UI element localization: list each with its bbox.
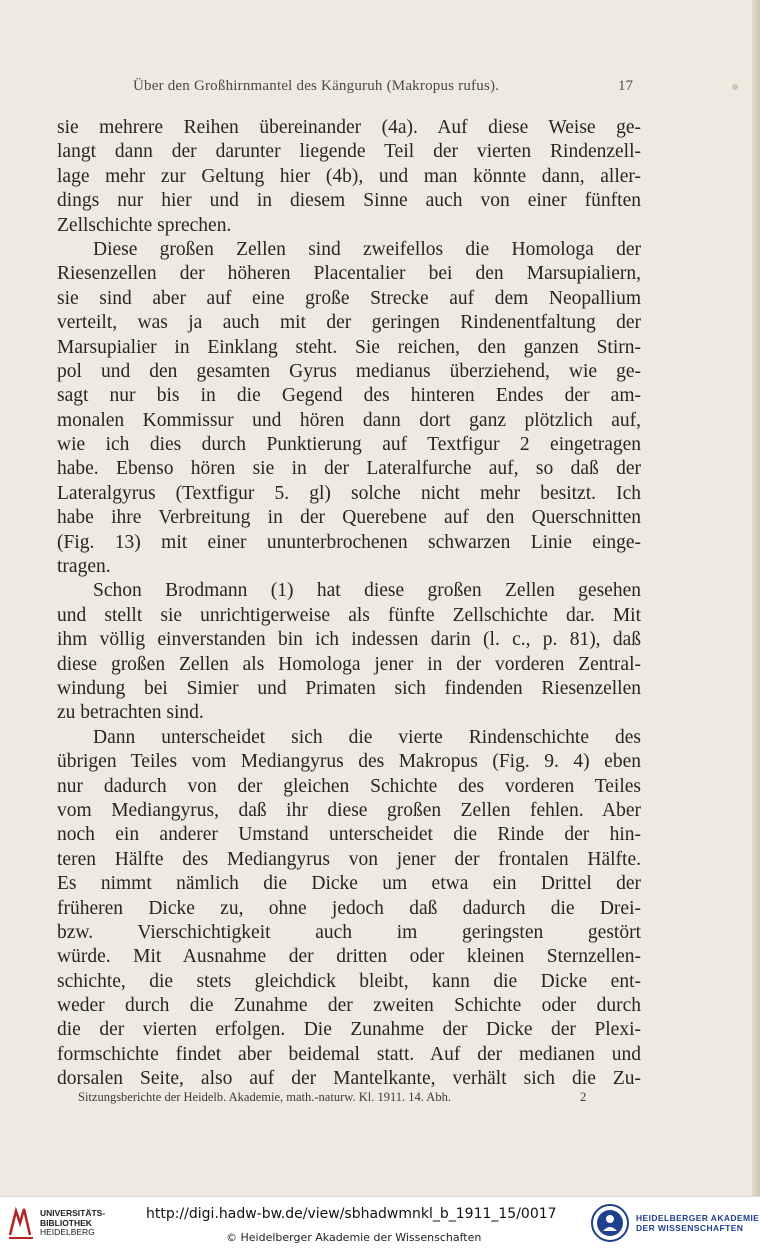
text-line: Es nimmt nämlich die Dicke um etwa ein Drittel der bbox=[57, 873, 641, 895]
text-line: Marsupialier in Einklang steht. Sie reichen, den ganzen Stirn- bbox=[57, 336, 641, 358]
text-line: sagt nur bis in die Gegend des hinteren Endes der am- bbox=[57, 385, 641, 407]
text-line: Zellschichte sprechen. bbox=[57, 214, 232, 236]
text-line: würde. Mit Ausnahme der dritten oder kleinen Sternzellen- bbox=[57, 946, 641, 968]
university-library-logo-icon bbox=[6, 1205, 36, 1241]
text-line: langt dann der darunter liegende Teil der vierten Rindenzell- bbox=[57, 141, 641, 163]
running-head-title: Über den Großhirnmantel des Känguruh (Makropus rufus). bbox=[133, 78, 500, 94]
text-line: sie sind aber auf eine große Strecke auf dem Neopallium bbox=[57, 287, 641, 309]
academy-seal-icon bbox=[590, 1203, 630, 1243]
text-line: noch ein anderer Umstand unterscheidet die Rinde der hin- bbox=[57, 824, 641, 846]
text-line: schichte, die stets gleichdick bleibt, kann die Dicke ent- bbox=[57, 970, 641, 992]
academy-name-line-1: HEIDELBERGER AKADEMIE bbox=[636, 1213, 760, 1223]
signature-number: 2 bbox=[580, 1090, 587, 1104]
footer-citation: Sitzungsberichte der Heidelb. Akademie, math.-naturw. Kl. 1911. 14. Abh. bbox=[78, 1090, 451, 1104]
text-line: übrigen Teiles vom Mediangyrus des Makropus (Fig. 9. 4) eben bbox=[57, 751, 641, 773]
text-line: vom Mediangyrus, daß ihr diese großen Zellen fehlen. Aber bbox=[57, 799, 641, 821]
text-line: Schon Brodmann (1) hat diese großen Zellen gesehen bbox=[93, 580, 641, 602]
text-line: formschichte findet aber beidemal statt. Auf der medianen und bbox=[57, 1043, 641, 1065]
text-line: dorsalen Seite, also auf der Mantelkante, verhält sich die Zu- bbox=[57, 1068, 641, 1090]
text-line: Riesenzellen der höheren Placentalier bei den Marsupialiern, bbox=[57, 263, 641, 285]
library-name-line-2: BIBLIOTHEK bbox=[40, 1217, 92, 1228]
page-footer bbox=[78, 1090, 598, 1110]
text-line: ihm völlig einverstanden bin ich indessen darin (l. c., p. 81), daß bbox=[57, 629, 641, 651]
academy-name bbox=[636, 1213, 760, 1233]
page-number: 17 bbox=[618, 78, 633, 94]
library-name-line-1: UNIVERSITÄTS- bbox=[40, 1208, 106, 1218]
running-head bbox=[0, 78, 760, 102]
text-line: Diese großen Zellen sind zweifellos die Homologa der bbox=[93, 238, 641, 260]
text-line: (Fig. 13) mit einer ununterbrochenen schwarzen Linie einge- bbox=[57, 531, 641, 553]
page-edge-shadow bbox=[752, 0, 760, 1196]
text-line: Lateralgyrus (Textfigur 5. gl) solche nicht mehr besitzt. Ich bbox=[57, 482, 641, 504]
text-line: pol und den gesamten Gyrus medianus überziehend, wie ge- bbox=[57, 360, 641, 382]
text-line: dings nur hier und in diesem Sinne auch von einer fünften bbox=[57, 190, 641, 212]
text-line: monalen Kommissur und hören dann dort ganz plötzlich auf, bbox=[57, 409, 641, 431]
text-line: bzw. Vierschichtigkeit auch im geringsten gestört bbox=[57, 921, 641, 943]
text-line: und stellt sie unrichtigerweise als fünfte Zellschichte dar. Mit bbox=[57, 604, 641, 626]
text-line: tragen. bbox=[57, 556, 111, 578]
copyright-notice: © Heidelberger Akademie der Wissenschaften bbox=[226, 1231, 482, 1244]
text-line: die der vierten erfolgen. Die Zunahme der Dicke der Plexi- bbox=[57, 1019, 641, 1041]
body-text bbox=[57, 116, 641, 1092]
university-library-name bbox=[40, 1209, 140, 1238]
academy-name-line-2: DER WISSENSCHAFTEN bbox=[636, 1223, 744, 1233]
text-line: teren Hälfte des Mediangyrus von jener der frontalen Hälfte. bbox=[57, 848, 641, 870]
viewer-footer-bar bbox=[0, 1196, 760, 1251]
text-line: weder durch die Zunahme der zweiten Schichte oder durch bbox=[57, 995, 641, 1017]
text-line: Dann unterscheidet sich die vierte Rindenschichte des bbox=[93, 726, 641, 748]
text-line: habe. Ebenso hören sie in der Lateralfurche auf, so daß der bbox=[57, 458, 641, 480]
text-line: sie mehrere Reihen übereinander (4a). Auf diese Weise ge- bbox=[57, 117, 641, 138]
text-line: wie ich dies durch Punktierung auf Textfigur 2 eingetragen bbox=[57, 434, 641, 456]
text-line: früheren Dicke zu, ohne jedoch daß dadurch die Drei- bbox=[57, 897, 641, 919]
text-line: diese großen Zellen als Homologa jener in der vorderen Zentral- bbox=[57, 653, 641, 675]
library-city: HEIDELBERG bbox=[40, 1227, 95, 1237]
permalink-url[interactable]: http://digi.hadw-bw.de/view/sbhadwmnkl_b_1911_15/0017 bbox=[146, 1206, 557, 1222]
text-line: windung bei Simier und Primaten sich findenden Riesenzellen bbox=[57, 677, 641, 699]
text-line: habe ihre Verbreitung in der Querebene auf den Querschnitten bbox=[57, 507, 641, 529]
text-line: zu betrachten sind. bbox=[57, 702, 204, 724]
text-line: nur dadurch von der gleichen Schichte des vorderen Teiles bbox=[57, 775, 641, 797]
text-line: verteilt, was ja auch mit der geringen Rindenentfaltung der bbox=[57, 312, 641, 334]
text-line: lage mehr zur Geltung hier (4b), und man könnte dann, aller- bbox=[57, 165, 641, 187]
